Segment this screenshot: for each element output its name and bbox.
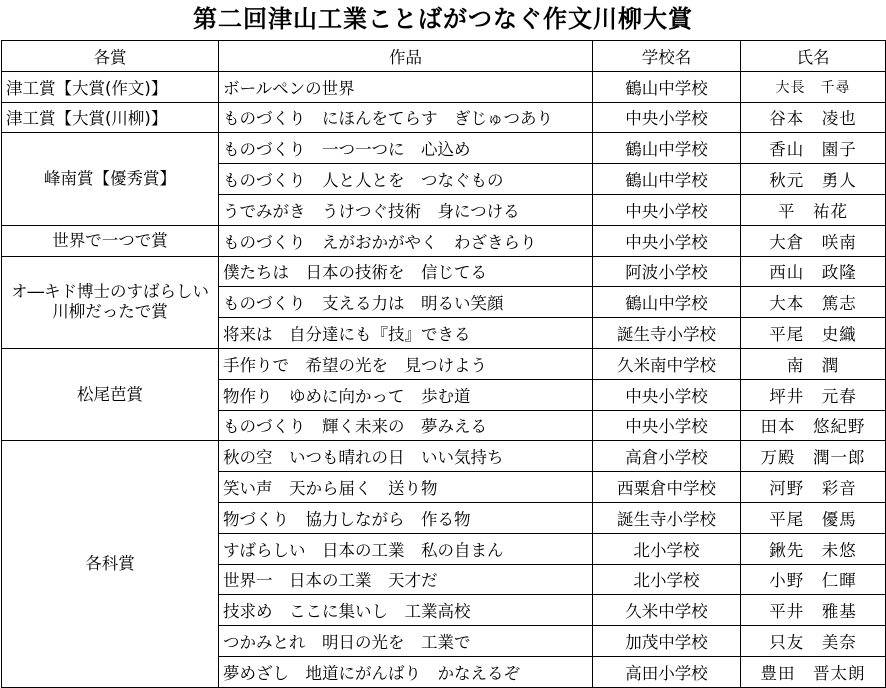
work-cell: つかみとれ 明日の光を 工業で [219,626,593,657]
header-school: 学校名 [593,41,741,72]
award-cell: オ―キド博士のすばらしい川柳だったで賞 [2,256,219,348]
work-cell: ものづくり 支える力は 明るい笑顔 [219,287,593,318]
school-cell: 加茂中学校 [593,626,741,657]
table-row [2,348,886,379]
school-cell: 高倉小学校 [593,441,741,472]
work-cell: ものづくり 輝く未来の 夢みえる [219,410,593,441]
name-cell: 只友 美奈 [741,626,886,657]
school-cell: 北小学校 [593,533,741,564]
name-cell: 秋元 勇人 [741,164,886,195]
work-cell: 僕たちは 日本の技術を 信じてる [219,256,593,287]
school-cell: 久米南中学校 [593,348,741,379]
work-cell: ものづくり 人と人とを つなぐもの [219,164,593,195]
name-cell: 大倉 咲南 [741,225,886,256]
school-cell: 誕生寺小学校 [593,318,741,349]
awards-table [1,40,886,688]
work-cell: 世界一 日本の工業 天才だ [219,564,593,595]
name-cell: 小野 仁暉 [741,564,886,595]
work-cell: うでみがき うけつぐ技術 身につける [219,194,593,225]
name-cell: 平尾 優馬 [741,502,886,533]
work-cell: ものづくり えがおかがやく わざきらり [219,225,593,256]
work-cell: ものづくり 一つ一つに 心込め [219,133,593,164]
table-row [2,133,886,164]
award-cell: 津工賞【大賞(作文)】 [2,71,219,102]
school-cell: 誕生寺小学校 [593,502,741,533]
school-cell: 鶴山中学校 [593,133,741,164]
school-cell: 鶴山中学校 [593,164,741,195]
name-cell: 大本 篤志 [741,287,886,318]
name-cell: 平 祐花 [741,194,886,225]
work-cell: すばらしい 日本の工業 私の自まん [219,533,593,564]
name-cell: 鍬先 未悠 [741,533,886,564]
name-cell: 南 潤 [741,348,886,379]
work-cell: ボールペンの世界 [219,71,593,102]
work-cell: 夢めざし 地道にがんばり かなえるぞ [219,656,593,687]
work-cell: 技求め ここに集いし 工業高校 [219,595,593,626]
work-cell: 手作りで 希望の光を 見つけよう [219,348,593,379]
header-award: 各賞 [2,41,219,72]
name-cell: 平尾 史織 [741,318,886,349]
school-cell: 久米中学校 [593,595,741,626]
name-cell: 万殿 潤一郎 [741,441,886,472]
name-cell: 香山 園子 [741,133,886,164]
award-cell: 津工賞【大賞(川柳)】 [2,102,219,133]
name-cell: 河野 彩音 [741,472,886,503]
table-row [2,102,886,133]
name-cell: 谷本 凌也 [741,102,886,133]
work-cell: 秋の空 いつも晴れの日 いい気持ち [219,441,593,472]
work-cell: ものづくり にほんをてらす ぎじゅつあり [219,102,593,133]
school-cell: 鶴山中学校 [593,287,741,318]
name-cell: 大長 千尋 [741,71,886,102]
school-cell: 鶴山中学校 [593,71,741,102]
work-cell: 物づくり 協力しながら 作る物 [219,502,593,533]
award-cell: 世界で一つで賞 [2,225,219,256]
table-row [2,256,886,287]
school-cell: 西粟倉中学校 [593,472,741,503]
header-row [2,41,886,72]
award-cell: 峰南賞【優秀賞】 [2,133,219,225]
school-cell: 中央小学校 [593,410,741,441]
page-title: 第二回津山工業ことばがつなぐ作文川柳大賞 [193,5,693,33]
school-cell: 中央小学校 [593,379,741,410]
name-cell: 田本 悠紀野 [741,410,886,441]
school-cell: 高田小学校 [593,656,741,687]
school-cell: 阿波小学校 [593,256,741,287]
name-cell: 西山 政隆 [741,256,886,287]
school-cell: 中央小学校 [593,194,741,225]
table-row [2,71,886,102]
school-cell: 中央小学校 [593,102,741,133]
work-cell: 笑い声 天から届く 送り物 [219,472,593,503]
table-row [2,441,886,472]
header-name: 氏名 [741,41,886,72]
school-cell: 中央小学校 [593,225,741,256]
work-cell: 将来は 自分達にも『技』できる [219,318,593,349]
school-cell: 北小学校 [593,564,741,595]
name-cell: 坪井 元春 [741,379,886,410]
award-cell: 松尾芭賞 [2,348,219,440]
table-row [2,225,886,256]
name-cell: 豊田 晋太朗 [741,656,886,687]
work-cell: 物作り ゆめに向かって 歩む道 [219,379,593,410]
name-cell: 平井 雅基 [741,595,886,626]
award-cell: 各科賞 [2,441,219,687]
header-work: 作品 [219,41,593,72]
